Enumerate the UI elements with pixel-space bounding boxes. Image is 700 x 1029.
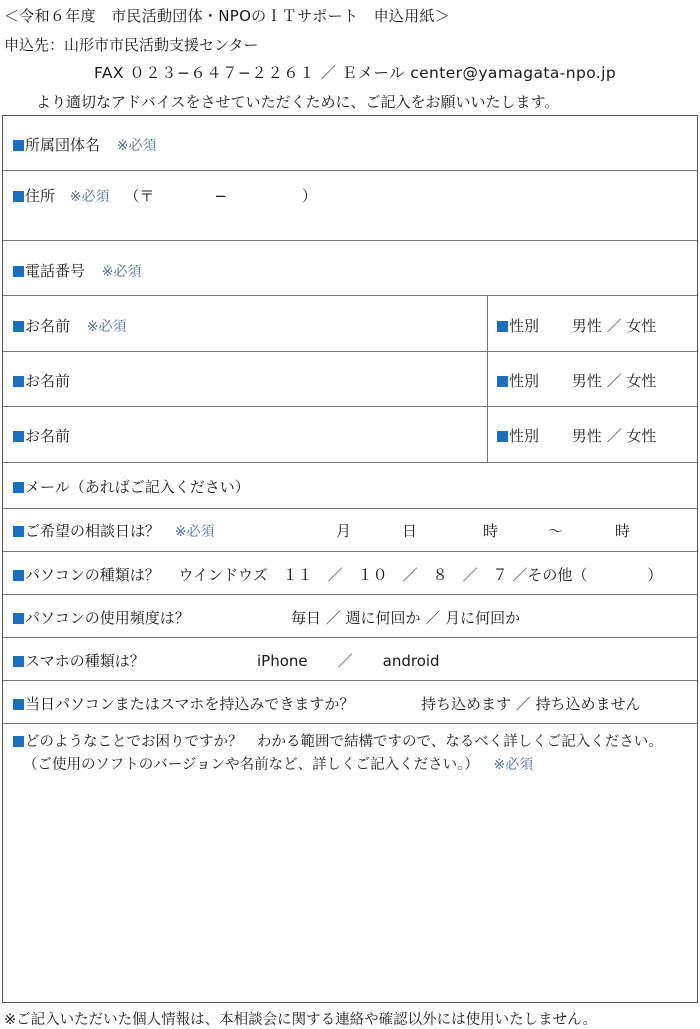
address-label: 住所 (25, 187, 56, 205)
date-row[interactable] (3, 509, 697, 552)
required-mark: ※必須 (101, 264, 142, 280)
org-name-label: 所属団体名 (25, 136, 101, 154)
name-label: お名前 (25, 427, 71, 445)
trouble-label: どのようなことでお困りですか？ わかる範囲で結構ですので、なるべく詳しくご記入ください。 (25, 734, 663, 750)
name-label: お名前 (25, 372, 71, 390)
pc-frequency-row[interactable] (3, 595, 697, 638)
square-bullet-icon (13, 140, 24, 151)
pc-frequency-label: パソコンの使用頻度は？ (25, 609, 190, 627)
smartphone-type-row[interactable] (3, 638, 697, 681)
square-bullet-icon (497, 321, 508, 332)
sex-options[interactable]: 男性 ／ 女性 (571, 427, 657, 445)
square-bullet-icon (13, 613, 24, 624)
square-bullet-icon (13, 526, 24, 537)
address-row[interactable] (3, 171, 697, 241)
email-row[interactable] (3, 463, 697, 509)
column-divider (487, 296, 488, 351)
range-tilde: ～ (548, 522, 564, 540)
pc-frequency-options[interactable]: 毎日 ／ 週に何回か ／ 月に何回か (291, 609, 521, 627)
name-row[interactable] (3, 352, 697, 407)
required-mark: ※必須 (174, 524, 215, 540)
pc-type-row[interactable] (3, 552, 697, 595)
form-title: ＜令和６年度 市民活動団体・NPOのＩＴサポート 申込用紙＞ (4, 7, 451, 25)
date-label: ご希望の相談日は？ (25, 522, 161, 540)
square-bullet-icon (13, 431, 24, 442)
square-bullet-icon (13, 736, 24, 747)
name-row[interactable] (3, 296, 697, 352)
intro-text: より適切なアドバイスをさせていただくために、ご記入をお願いいたします。 (36, 93, 560, 111)
sex-label: 性別 (509, 372, 540, 390)
trouble-row[interactable] (3, 724, 697, 1002)
sex-label: 性別 (509, 427, 540, 445)
column-divider (487, 352, 488, 406)
day-unit: 日 (402, 522, 418, 540)
trouble-note: （ご使用のソフトのバージョンや名前など、詳しくご記入ください。） (23, 757, 479, 773)
name-label: お名前 (25, 317, 71, 335)
bring-device-options[interactable]: 持ち込めます ／ 持ち込めません (421, 695, 641, 713)
square-bullet-icon (13, 656, 24, 667)
postal-code-field: （〒 − ） (124, 187, 317, 205)
email-label: メール（あればご記入ください） (25, 478, 250, 496)
sex-options[interactable]: 男性 ／ 女性 (571, 317, 657, 335)
square-bullet-icon (13, 376, 24, 387)
square-bullet-icon (13, 321, 24, 332)
square-bullet-icon (13, 570, 24, 581)
privacy-notice: ※ご記入いただいた個人情報は、本相談会に関する連絡や確認以外には使用いたしません。 (4, 1012, 598, 1028)
required-mark: ※必須 (86, 319, 127, 335)
org-name-row[interactable] (3, 116, 697, 171)
square-bullet-icon (497, 376, 508, 387)
square-bullet-icon (497, 431, 508, 442)
bring-device-row[interactable] (3, 681, 697, 724)
pc-type-options[interactable]: ウインドウズ １１ ／ １０ ／ ８ ／ ７ ／その他（ ） (178, 566, 663, 584)
square-bullet-icon (13, 191, 24, 202)
sex-options[interactable]: 男性 ／ 女性 (571, 372, 657, 390)
required-mark: ※必須 (116, 138, 157, 154)
application-form (2, 115, 698, 1003)
smartphone-type-label: スマホの種類は？ (25, 652, 145, 670)
contact-line: FAX ０２３−６４７−２２６１ ／ Ｅメール center@yamagata-npo.jp (94, 64, 617, 82)
square-bullet-icon (13, 266, 24, 277)
phone-row[interactable] (3, 241, 697, 296)
hour-unit-end: 時 (615, 522, 631, 540)
square-bullet-icon (13, 482, 24, 493)
sex-label: 性別 (509, 317, 540, 335)
pc-type-label: パソコンの種類は？ (25, 566, 160, 584)
smartphone-type-options[interactable]: iPhone ／ android (257, 652, 440, 670)
month-unit: 月 (336, 522, 352, 540)
column-divider (487, 407, 488, 462)
name-row[interactable] (3, 407, 697, 463)
square-bullet-icon (13, 699, 24, 710)
required-mark: ※必須 (69, 189, 110, 205)
hour-unit: 時 (483, 522, 499, 540)
bring-device-label: 当日パソコンまたはスマホを持込みできますか？ (25, 695, 355, 713)
phone-label: 電話番号 (25, 262, 86, 280)
required-mark: ※必須 (493, 757, 534, 773)
destination: 申込先：山形市市民活動支援センター (4, 36, 259, 54)
